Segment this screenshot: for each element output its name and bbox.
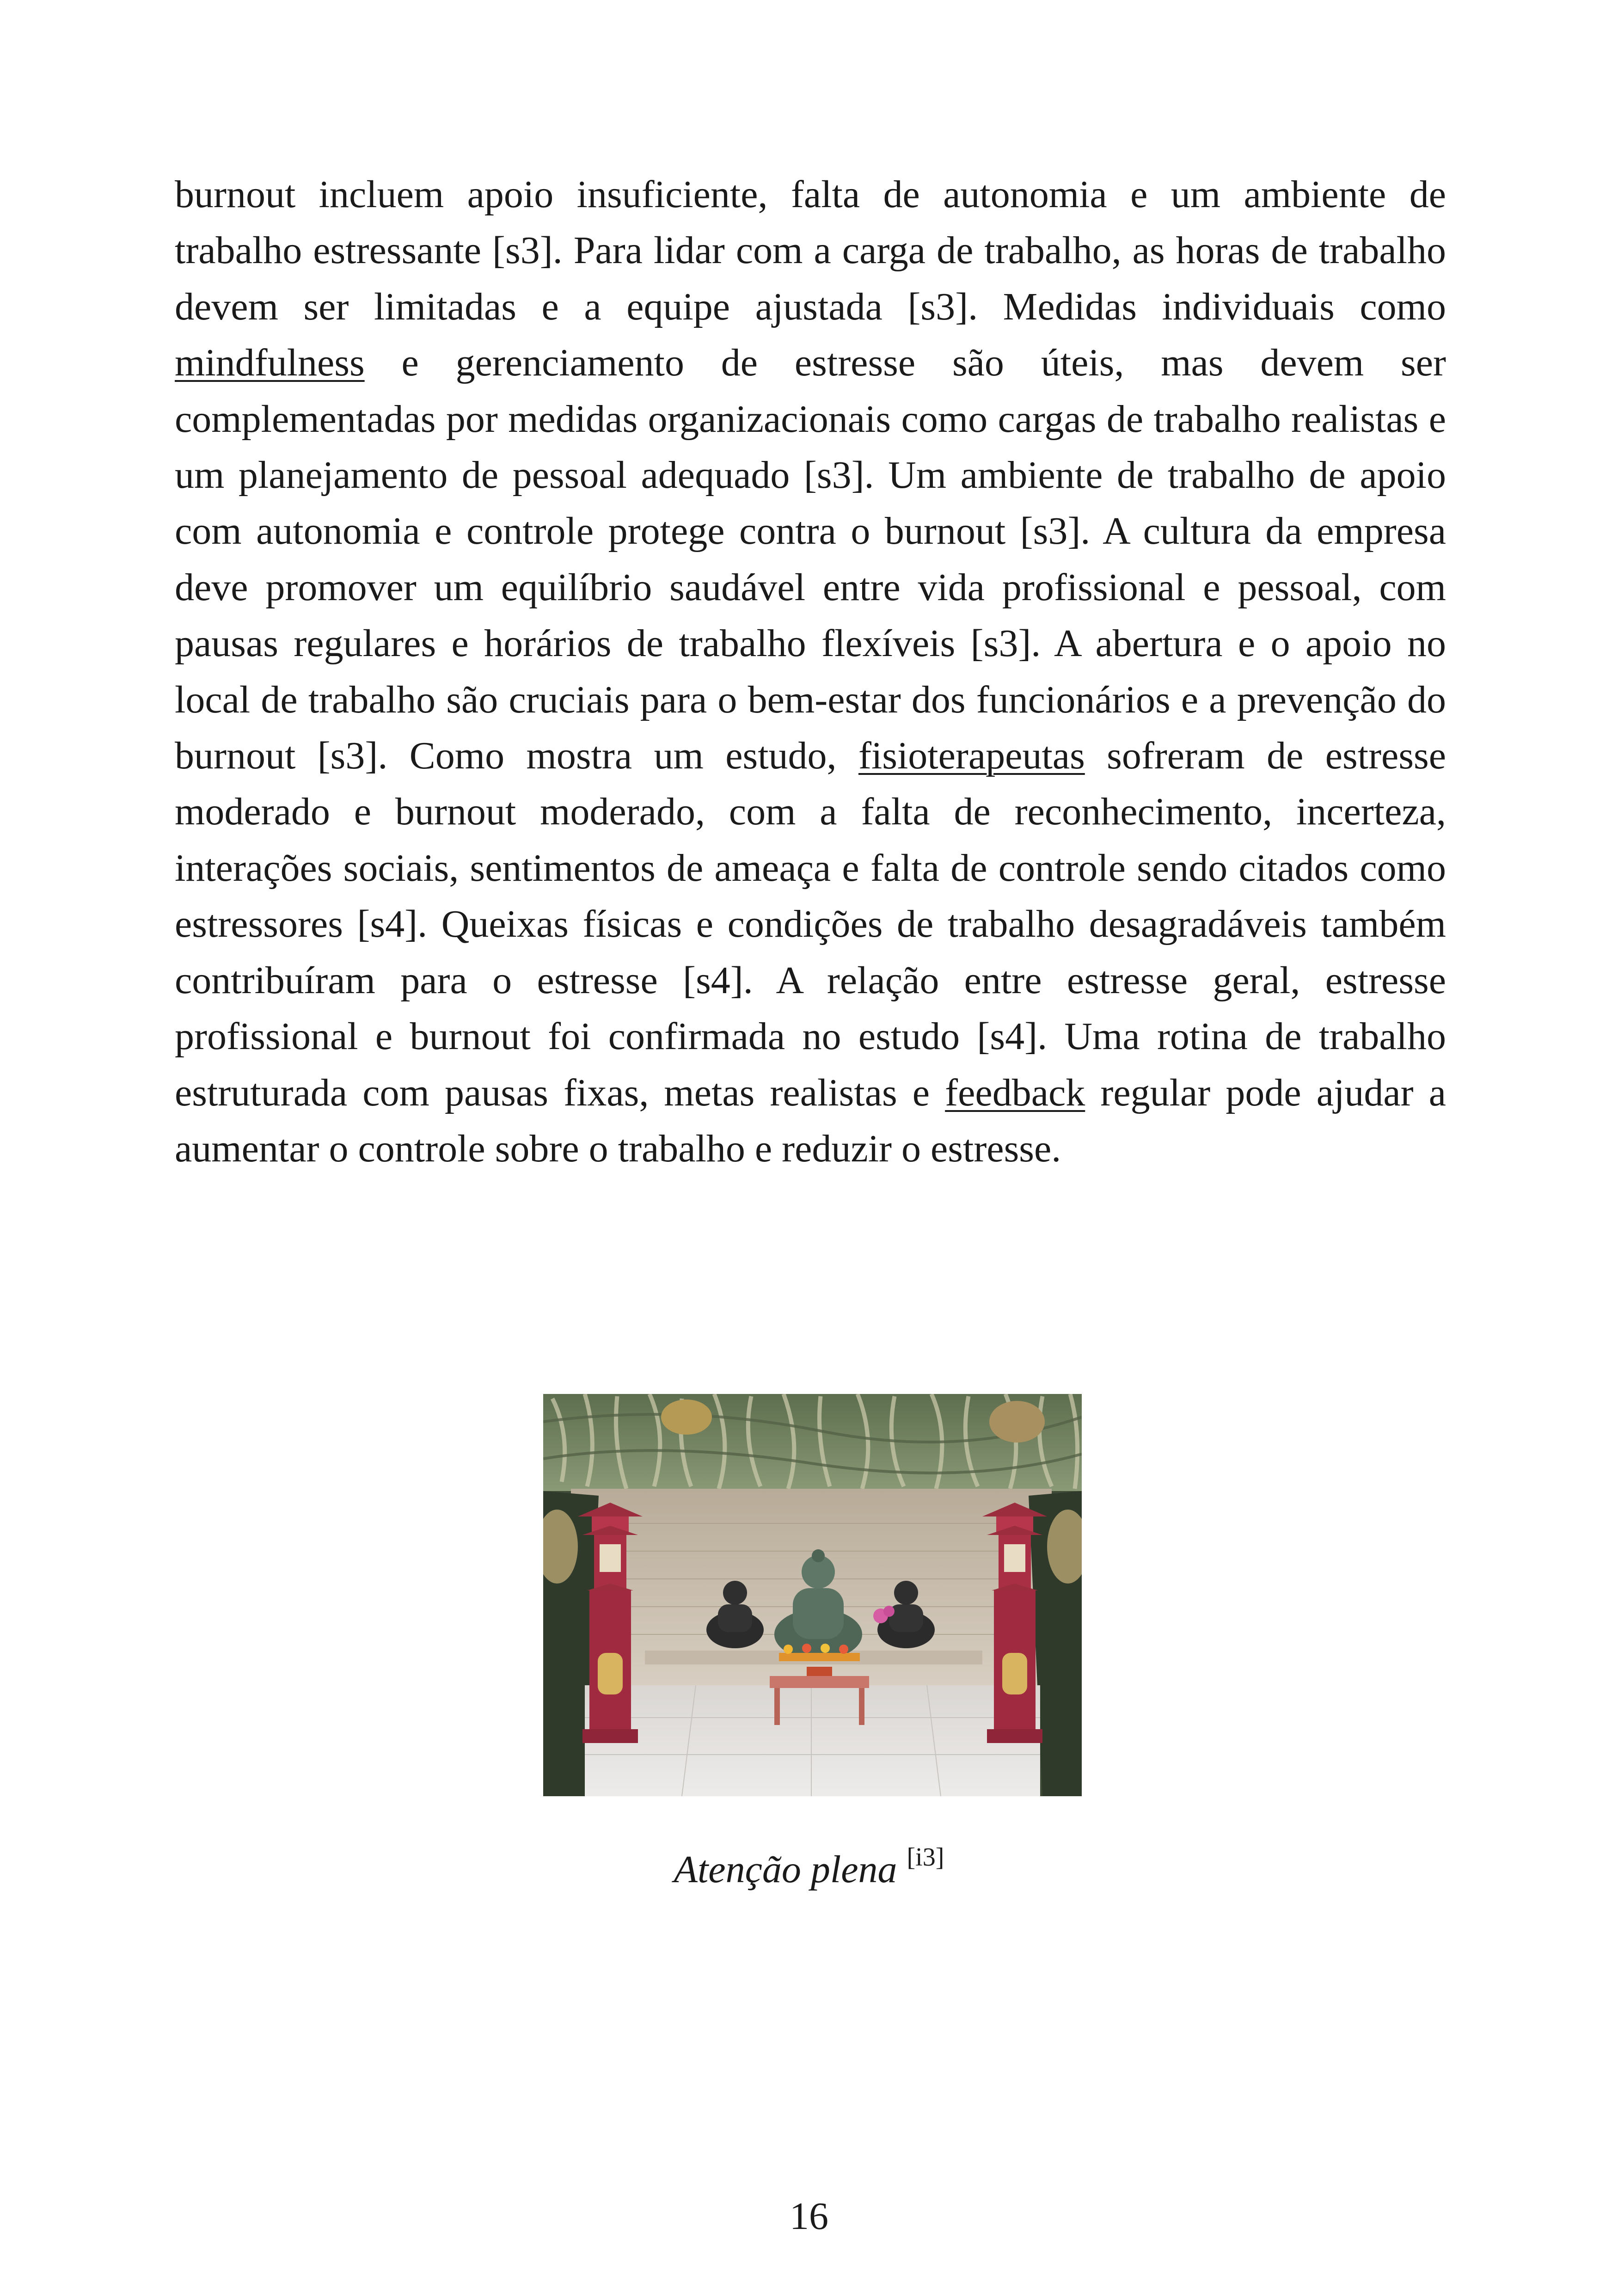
figure-caption xyxy=(0,1842,1618,1892)
body-paragraph xyxy=(175,166,1446,1177)
caption-reference[interactable]: [i3] xyxy=(907,1843,944,1872)
paragraph-text-2: e gerenciamento de estresse são úteis, mas devem ser complementadas por medidas organizacionais como cargas de trabalho realistas e um planejamento de pessoal adequado [s3]. Um ambiente de trabalho de apoio com autonomia e controle protege contra o burnout [s3]. A cultura da empresa deve promover um equilíbrio saudável entre vida profissional e pessoal, com pausas regulares e horários de trabalho flexíveis [s3]. A abertura e o apoio no local de trabalho são cruciais para o bem-estar dos funcionários e a prevenção do burnout [s3]. Como mostra um estudo, xyxy=(175,341,1446,778)
paragraph-text-3: sofreram de estresse moderado e burnout moderado, com a falta de reconhecimento, incerteza, interações sociais, sentimentos de ameaça e falta de controle sendo citados como estressores [s4]. Queixas físicas e condições de trabalho desagradáveis também contribuíram para o estresse [s4]. A relação entre estresse geral, estresse profissional e burnout foi confirmada no estudo [s4]. Uma rotina de trabalho estruturada com pausas fixas, metas realistas e xyxy=(175,734,1446,1114)
link-mindfulness[interactable]: mindfulness xyxy=(175,341,365,385)
link-fisioterapeutas[interactable]: fisioterapeutas xyxy=(858,734,1085,778)
link-feedback[interactable]: feedback xyxy=(945,1071,1085,1114)
caption-text: Atenção plena xyxy=(674,1848,897,1891)
paragraph-text-4: regular pode ajudar a aumentar o controle sobre o trabalho e reduzir o estresse. xyxy=(175,1071,1446,1170)
shrine-photo xyxy=(543,1394,1082,1796)
page-number: 16 xyxy=(790,2195,828,2238)
paragraph-text-1: burnout incluem apoio insuficiente, falta de autonomia e um ambiente de trabalho estressante [s3]. Para lidar com a carga de trabalho, as horas de trabalho devem ser limitadas e a equipe ajustada [s3]. Medidas individuais como xyxy=(175,173,1446,328)
